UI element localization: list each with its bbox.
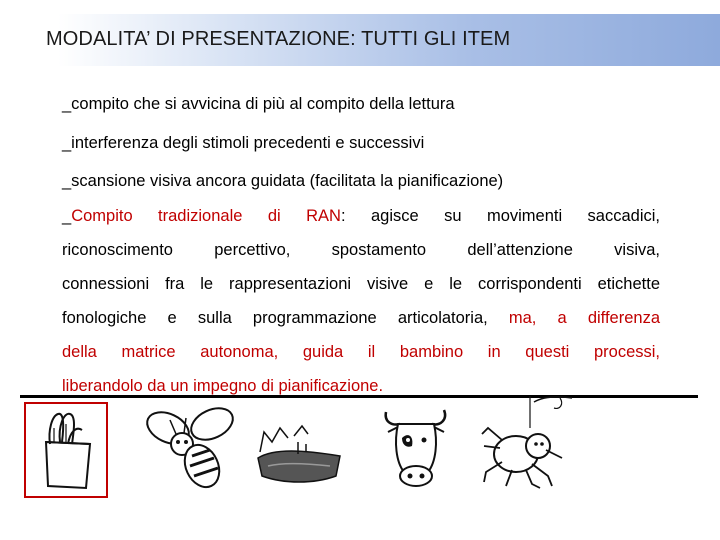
para-text-1a: agisce su movimenti saccadici,: [345, 207, 660, 225]
para-red-b: della matrice autonoma, guida il bambino in questi processi,: [62, 343, 660, 361]
para-text-1b: riconoscimento percettivo, spostamento dell’attenzione visiva,: [62, 241, 660, 259]
ran-label: Compito tradizionale di RAN: [71, 207, 341, 225]
bullet-2: _interferenza degli stimoli precedenti e successivi: [62, 134, 425, 152]
divider-line: [20, 395, 698, 398]
para-line-4: [62, 301, 660, 335]
bee-picture: [140, 400, 240, 500]
slide-title: MODALITA’ DI PRESENTAZIONE: TUTTI GLI ITEM: [46, 28, 511, 50]
para-text-1d: fonologiche e sulla programmazione articolatoria,: [62, 309, 509, 327]
para-colon: :: [340, 207, 346, 225]
bullet-3: _scansione visiva ancora guidata (facilitata la pianificazione): [62, 172, 504, 190]
boat-picture: [254, 418, 346, 490]
spider-picture: [478, 392, 578, 494]
para-red-c: liberandolo da un impegno di pianificazione.: [62, 377, 384, 395]
para-red-a: ma, a differenza: [508, 309, 660, 327]
bag-picture: [24, 402, 108, 498]
cow-picture: [378, 402, 454, 496]
bullet-1: _compito che si avvicina di più al compito della lettura: [62, 95, 455, 113]
para-prefix: _: [62, 207, 72, 225]
ran-paragraph: [62, 199, 660, 403]
para-line-1: [62, 199, 660, 233]
para-text-1c: connessioni fra le rappresentazioni visive e le corrispondenti etichette: [62, 275, 660, 293]
